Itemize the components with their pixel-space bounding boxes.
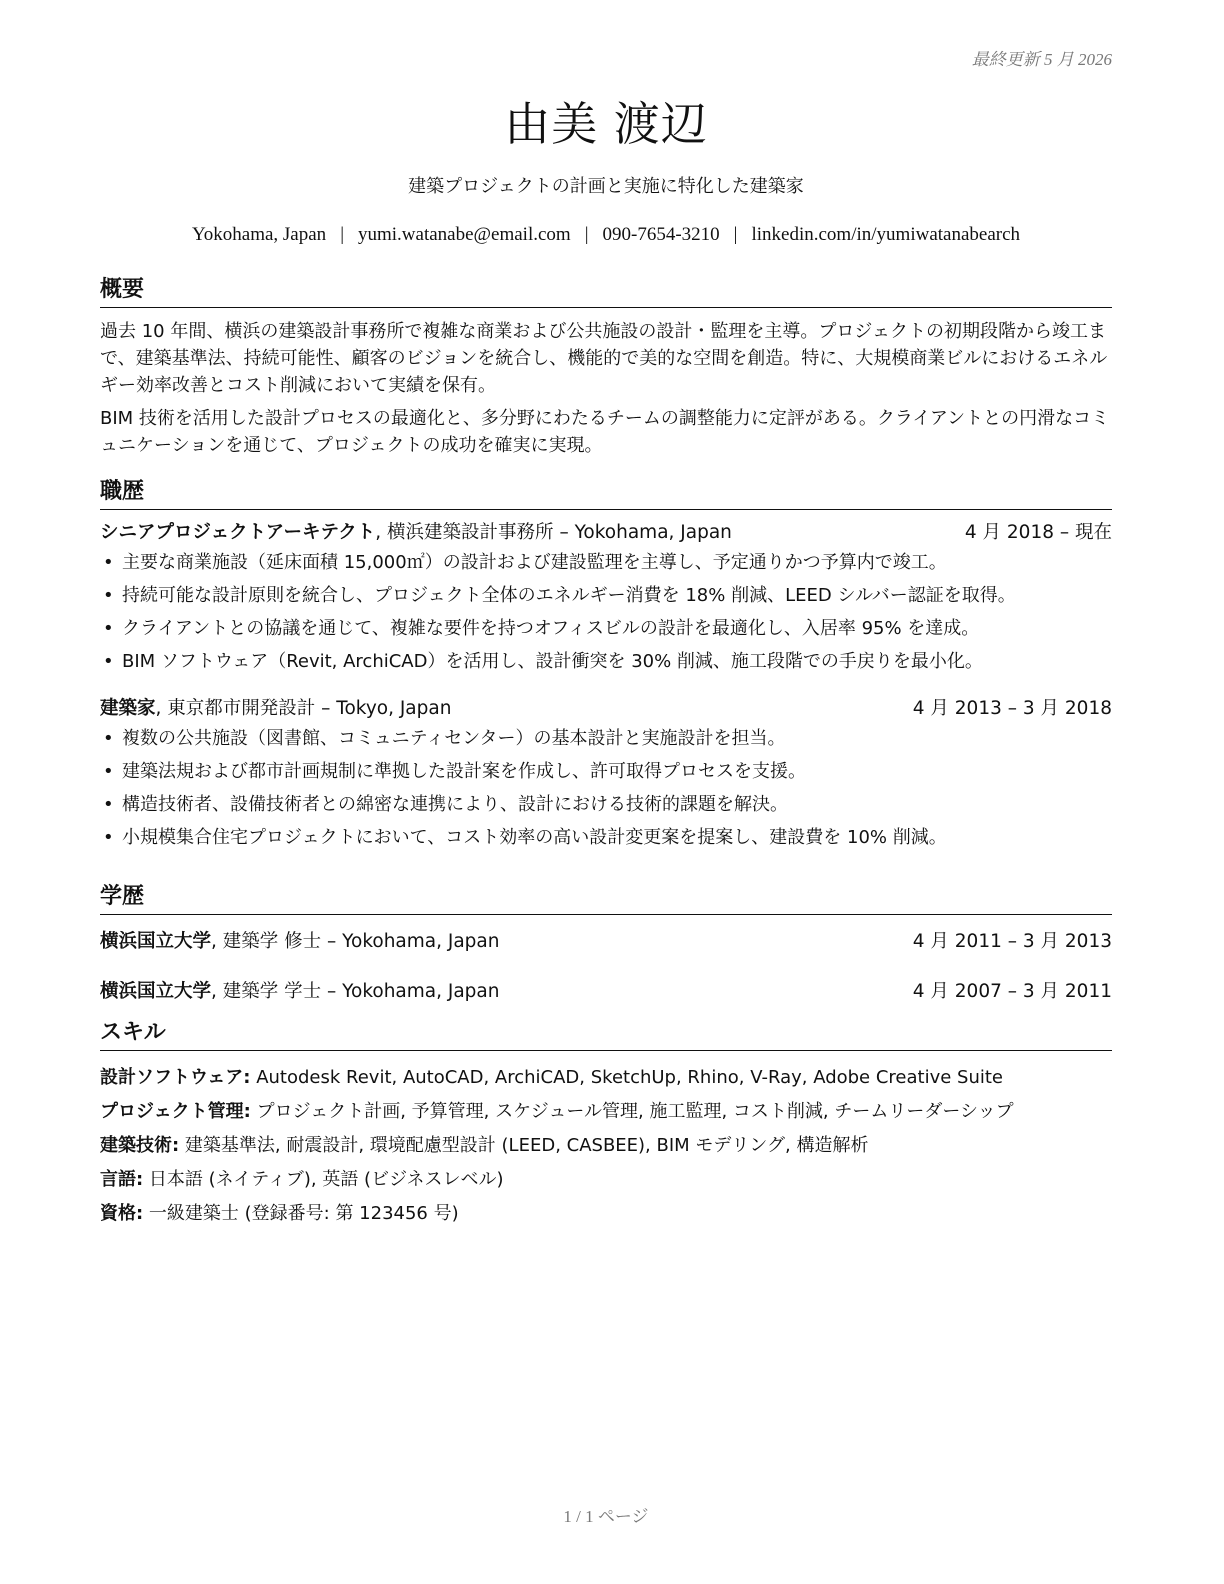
job-role: シニアプロジェクトアーキテクト bbox=[100, 522, 376, 543]
bullet-text: 主要な商業施設（延床面積 15,000㎡）の設計および建設監理を主導し、予定通りかつ予算内で竣工。 bbox=[122, 552, 947, 573]
summary-paragraph: BIM 技術を活用した設計プロセスの最適化と、多分野にわたるチームの調整能力に定評がある。クライアントとの円滑なコミュニケーションを通じて、プロジェクトの成功を確実に実現。 bbox=[100, 408, 1110, 456]
contact-email[interactable]: yumi.watanabe@email.com bbox=[358, 224, 571, 245]
summary-paragraph: 過去 10 年間、横浜の建築設計事務所で複雑な商業および公共施設の設計・監理を主導。プロジェクトの初期段階から竣工まで、建築基準法、持続可能性、顧客のビジョンを統合し、機能的で美的な空間を創造。特に、大規模商業ビルにおけるエネルギー効率改善とコスト削減において実績を保有。 bbox=[100, 321, 1108, 396]
contact-separator: | bbox=[733, 224, 738, 245]
job-bullets bbox=[100, 722, 1112, 854]
bullet-text: 複数の公共施設（図書館、コミュニティセンター）の基本設計と実施設計を担当。 bbox=[122, 728, 786, 749]
bullet-item bbox=[100, 788, 1112, 821]
skill-value: 建築基準法, 耐震設計, 環境配慮型設計 (LEED, CASBEE), BIM モデリング, 構造解析 bbox=[179, 1135, 869, 1156]
education-dates: 4 月 2011 – 3 月 2013 bbox=[912, 931, 1112, 952]
bullet-item bbox=[100, 722, 1112, 755]
skill-value: Autodesk Revit, AutoCAD, ArchiCAD, SketchUp, Rhino, V-Ray, Adobe Creative Suite bbox=[250, 1067, 1004, 1088]
contact-line bbox=[100, 224, 1112, 246]
job-header bbox=[100, 696, 1112, 722]
bullet-item bbox=[100, 579, 1112, 612]
skill-value: 日本語 (ネイティブ), 英語 (ビジネスレベル) bbox=[143, 1169, 504, 1190]
page-number: 1 / 1 ページ bbox=[563, 1507, 649, 1526]
education-entry bbox=[100, 979, 1112, 1005]
last-updated: 最終更新 5 月 2026 bbox=[971, 50, 1112, 69]
skill-row bbox=[100, 1129, 1112, 1163]
education-section bbox=[100, 882, 1112, 1005]
summary-section bbox=[100, 275, 1112, 465]
tagline: 建築プロジェクトの計画と実施に特化した建築家 bbox=[408, 176, 804, 197]
bullet-dot-icon: • bbox=[103, 585, 114, 606]
contact-separator: | bbox=[340, 224, 344, 245]
bullet-item bbox=[100, 755, 1112, 788]
bullet-item bbox=[100, 612, 1112, 645]
bullet-item bbox=[100, 645, 1112, 678]
skill-row bbox=[100, 1095, 1112, 1129]
bullet-item bbox=[100, 821, 1112, 854]
bullet-dot-icon: • bbox=[103, 728, 114, 749]
education-school: 横浜国立大学 bbox=[100, 981, 212, 1002]
resume-page bbox=[100, 0, 1112, 1584]
job-entry bbox=[100, 696, 1112, 854]
job-entry bbox=[100, 520, 1112, 678]
job-role: 建築家 bbox=[100, 698, 156, 719]
skill-value: プロジェクト計画, 予算管理, スケジュール管理, 施工監理, コスト削減, チームリーダーシップ bbox=[250, 1101, 1014, 1122]
contact-separator: | bbox=[584, 224, 589, 245]
skill-label: 建築技術: bbox=[100, 1135, 180, 1156]
job-org: , 東京都市開発設計 – Tokyo, Japan bbox=[155, 698, 452, 719]
bullet-dot-icon: • bbox=[103, 794, 114, 815]
job-header bbox=[100, 520, 1112, 546]
skill-row bbox=[100, 1061, 1112, 1095]
section-title-education: 学歴 bbox=[100, 882, 1112, 915]
section-title-experience: 職歴 bbox=[100, 477, 1112, 510]
bullet-text: 持続可能な設計原則を統合し、プロジェクト全体のエネルギー消費を 18% 削減、LEED シルバー認証を取得。 bbox=[122, 585, 1016, 606]
job-bullets bbox=[100, 546, 1112, 678]
education-degree: , 建築学 学士 – Yokohama, Japan bbox=[211, 981, 500, 1002]
skill-label: プロジェクト管理: bbox=[100, 1101, 251, 1122]
contact-location: Yokohama, Japan bbox=[191, 224, 327, 245]
contact-linkedin[interactable]: linkedin.com/in/yumiwatanabearch bbox=[751, 224, 1021, 245]
education-school: 横浜国立大学 bbox=[100, 931, 212, 952]
bullet-dot-icon: • bbox=[103, 761, 114, 782]
job-dates: 4 月 2018 – 現在 bbox=[964, 522, 1112, 543]
person-name: 由美 渡辺 bbox=[504, 97, 708, 151]
job-dates: 4 月 2013 – 3 月 2018 bbox=[912, 698, 1112, 719]
education-degree: , 建築学 修士 – Yokohama, Japan bbox=[211, 931, 500, 952]
bullet-text: 建築法規および都市計画規制に準拠した設計案を作成し、許可取得プロセスを支援。 bbox=[122, 761, 806, 782]
education-entry bbox=[100, 929, 1112, 955]
skill-label: 言語: bbox=[100, 1169, 144, 1190]
skill-row bbox=[100, 1163, 1112, 1197]
skills-section bbox=[100, 1018, 1112, 1231]
skill-label: 設計ソフトウェア: bbox=[100, 1067, 251, 1088]
bullet-dot-icon: • bbox=[103, 552, 114, 573]
bullet-text: 小規模集合住宅プロジェクトにおいて、コスト効率の高い設計変更案を提案し、建設費を 10% 削減。 bbox=[122, 827, 947, 848]
bullet-text: BIM ソフトウェア（Revit, ArchiCAD）を活用し、設計衝突を 30% 削減、施工段階での手戻りを最小化。 bbox=[122, 651, 983, 672]
bullet-text: クライアントとの協議を通じて、複雑な要件を持つオフィスビルの設計を最適化し、入居率 95% を達成。 bbox=[122, 618, 980, 639]
experience-section bbox=[100, 477, 1112, 854]
bullet-text: 構造技術者、設備技術者との綿密な連携により、設計における技術的課題を解決。 bbox=[122, 794, 788, 815]
section-title-summary: 概要 bbox=[100, 275, 1112, 308]
contact-phone[interactable]: 090-7654-3210 bbox=[602, 224, 720, 245]
bullet-dot-icon: • bbox=[103, 827, 114, 848]
education-dates: 4 月 2007 – 3 月 2011 bbox=[912, 981, 1112, 1002]
bullet-dot-icon: • bbox=[103, 651, 114, 672]
section-title-skills: スキル bbox=[100, 1018, 1112, 1051]
skill-label: 資格: bbox=[100, 1203, 144, 1224]
job-org: , 横浜建築設計事務所 – Yokohama, Japan bbox=[375, 522, 732, 543]
skill-row bbox=[100, 1197, 1112, 1231]
bullet-item bbox=[100, 546, 1112, 579]
skill-value: 一級建築士 (登録番号: 第 123456 号) bbox=[143, 1203, 459, 1224]
bullet-dot-icon: • bbox=[103, 618, 114, 639]
